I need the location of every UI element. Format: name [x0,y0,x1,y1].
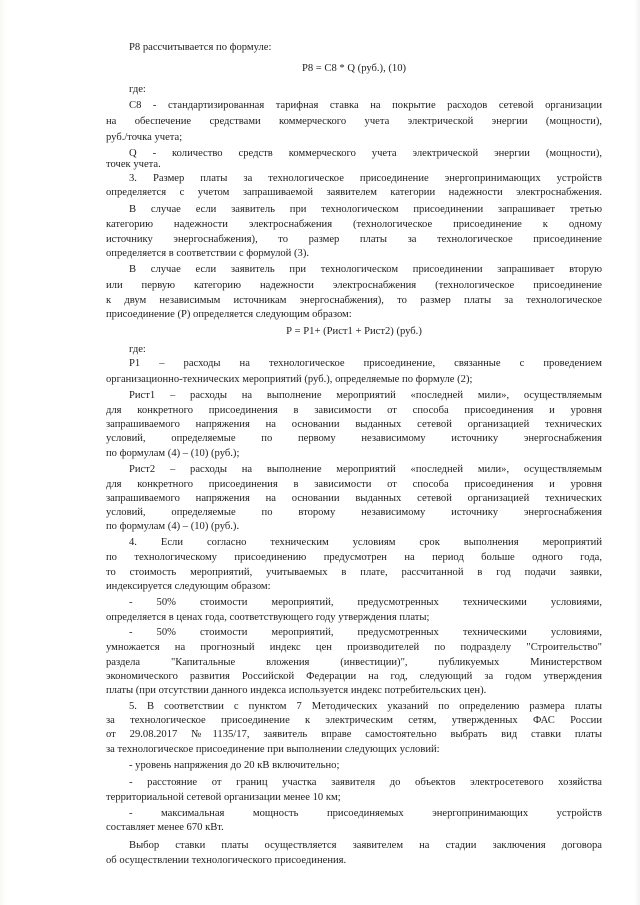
text-line: В случае если заявитель при технологическом присоединении запрашивает третью [129,204,602,215]
text-line: экономического развития Российской Федерации на год, следующий за годом утверждения [106,671,602,682]
text-line: запрашиваемого напряжения на основании выданных сетевой организацией технических [106,493,602,504]
text-line: категорию надежности электроснабжения (технологическое присоединение к одному [106,219,602,230]
text-line: определяется в ценах года, соответствующего году утверждения платы; [106,612,430,623]
text-line: то стоимость мероприятий, учитываемых в плате, рассчитанной в год подачи заявки, [106,567,602,578]
text-line: по формулам (4) – (10) (руб.). [106,521,240,532]
formula-p: Р = Р1+ (Рист1 + Рист2) (руб.) [286,326,422,337]
text-line: - 50% стоимости мероприятий, предусмотренных техническими условиями, [129,597,602,608]
text-line: - расстояние от границ участка заявителя до объектов электросетевого хозяйства [129,777,602,788]
text-line: руб./точка учета; [106,132,183,143]
formula-p8: Р8 = С8 * Q (руб.), (10) [301,63,407,74]
text-line: за технологическое присоединение при выполнении следующих условий: [106,744,440,755]
text-line: определяется в соответствии с формулой (3). [106,248,310,259]
text-line: или первую категорию надежности электроснабжения (технологическое присоединение [106,280,602,291]
text-line: 3. Размер платы за технологическое присоединение энергопринимающих устройств [129,173,602,184]
text-line: от 29.08.2017 №1135/17, заявитель вправе самостоятельно выбрать вид ставки платы [106,729,602,740]
text-line: присоединение (Р) определяется следующим образом: [106,309,352,320]
text-line: организационно-технических мероприятий (руб.), определяемые по формуле (2); [106,374,473,385]
text-line: по формулам (4) – (10) (руб.); [106,448,240,459]
text-line: об осуществлении технологического присоединения. [106,855,347,866]
text-line: Рист1 – расходы на выполнение мероприятий «последней мили», осуществляемым [129,390,602,401]
text-line: индексируется следующим образом: [106,581,271,592]
text-line: Р8 рассчитывается по формуле: [129,42,272,53]
text-line: на обеспечение средствами коммерческого учета электрической энергии (мощности), [106,116,602,127]
text-line: условий, определяемые по второму независимому источнику энергоснабжения [106,507,602,518]
text-line: раздела "Капитальные вложения (инвестиции)", публикуемых Министерством [106,657,602,668]
text-line: запрашиваемого напряжения на основании выданных сетевой организацией технических [106,419,602,430]
text-line: по технологическому присоединению предусмотрен на период больше одного года, [106,552,602,563]
text-line: платы (при отсутствии данного индекса используется индекс потребительских цен). [106,685,487,696]
text-line: для конкретного присоединения в зависимости от способа присоединения и уровня [106,405,602,416]
text-line: за технологическое присоединение к электрическим сетям, утвержденных ФАС России [106,715,602,726]
text-line: где: [129,344,146,355]
text-line: для конкретного присоединения в зависимости от способа присоединения и уровня [106,479,602,490]
text-line: точек учета. [106,159,161,170]
text-line: территориальной сетевой организации менее 10 км; [106,792,341,803]
text-line: В случае если заявитель при технологическом присоединении запрашивает вторую [129,264,602,275]
text-line: Рист2 – расходы на выполнение мероприятий «последней мили», осуществляемым [129,464,602,475]
text-line: Выбор ставки платы осуществляется заявителем на стадии заключения договора [129,840,602,851]
text-line: - уровень напряжения до 20 кВ включительно; [129,760,340,771]
text-line: где: [129,84,146,95]
text-line: определяется с учетом запрашиваемой заявителем категории надежности электроснабжения. [106,187,602,198]
text-line: Р1 – расходы на технологическое присоединение, связанные с проведением [129,358,602,369]
text-line: составляет менее 670 кВт. [106,822,224,833]
text-line: Q - количество средств коммерческого учета электрической энергии (мощности), [129,148,602,159]
text-line: умножается на прогнозный индекс цен производителей по подразделу "Строительство" [106,642,602,653]
text-line: 5. В соответствии с пунктом 7 Методических указаний по определению размера платы [129,701,602,712]
text-line: к двум независимым источникам энергоснабжения), то размер платы за технологическое [106,295,602,306]
text-line: условий, определяемые по первому независимому источнику энергоснабжения [106,433,602,444]
text-line: - 50% стоимости мероприятий, предусмотренных техническими условиями, [129,627,602,638]
text-line: С8 - стандартизированная тарифная ставка на покрытие расходов сетевой организации [129,100,602,111]
text-line: источнику энергоснабжения), то размер платы за технологическое присоединение [106,234,602,245]
text-line: 4. Если согласно техническим условиям срок выполнения мероприятий [129,537,602,548]
text-line: - максимальная мощность присоединяемых энергопринимающих устройств [129,808,602,819]
